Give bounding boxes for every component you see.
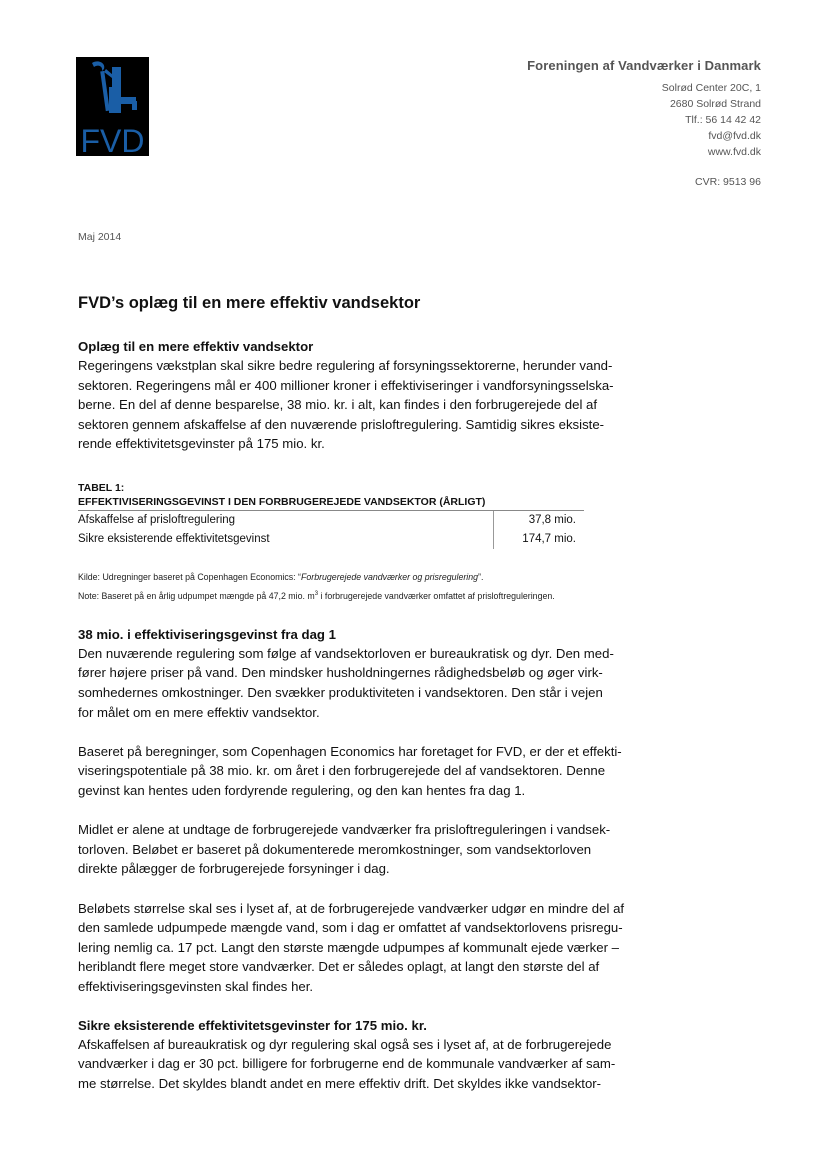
paragraph-line: fører højere priser på vand. Den mindsker husholdningernes rådighedsbeløb og øger virk- — [78, 665, 603, 681]
intro-line: sektoren gennem afskaffelse af den nuværende prisloftregulering. Samtidig sikres eksiste- — [78, 416, 605, 432]
table-notes — [78, 569, 678, 605]
org-cvr: CVR: 9513 96 — [695, 176, 761, 188]
volume-note — [78, 586, 678, 605]
source-note — [78, 569, 678, 586]
paragraph-line: den samlede udpumpede mængde vand, som i dag er omfattet af vandsektorlovens prisregu- — [78, 920, 623, 936]
paragraph-line: direkte pålægger de forbrugerejede forsyninger i dag. — [78, 861, 390, 877]
paragraph-line: lering nemlig ca. 17 pct. Langt den største mængde udpumpes af kommunalt ejede værker – — [78, 939, 619, 955]
document-date: Maj 2014 — [78, 231, 122, 243]
org-address-block — [527, 58, 761, 188]
intro-section — [78, 337, 648, 454]
table-1 — [78, 481, 584, 549]
intro-line: sektoren. Regeringens mål er 400 millioner kroner i effektiviseringer i vandforsyningsselska- — [78, 377, 614, 393]
fvd-logo — [76, 57, 149, 156]
source-prefix: Kilde: Udregninger baseret på Copenhagen Economics: “ — [78, 571, 301, 582]
table-row — [78, 511, 584, 530]
section-38-mio — [78, 625, 648, 997]
table-title: EFFEKTIVISERINGSGEVINST I DEN FORBRUGEREJEDE VANDSEKTOR (ÅRLIGT) — [78, 495, 584, 511]
paragraph-line: vandværker i dag er 30 pct. billigere for forbrugerne end de kommunale vandværker af sam- — [78, 1056, 616, 1072]
paragraph-line: Baseret på beregninger, som Copenhagen Economics har foretaget for FVD, er der et effekti- — [78, 743, 622, 759]
paragraph-line: me størrelse. Det skyldes blandt andet en mere effektiv drift. Det skyldes ikke vandsektor- — [78, 1075, 602, 1091]
table-row-value: 174,7 mio. — [494, 530, 585, 549]
intro-line: Regeringens vækstplan skal sikre bedre regulering af forsyningssektorerne, herunder vand- — [78, 358, 613, 373]
document-body — [78, 290, 648, 1093]
document-title: FVD’s oplæg til en mere effektiv vandsektor — [78, 294, 421, 312]
table-row — [78, 530, 584, 549]
paragraph-line: somhedernes omkostninger. Den svækker produktiviteten i vandsektoren. Den står i vejen — [78, 685, 603, 701]
section-175-mio — [78, 1016, 648, 1094]
source-suffix: ”. — [478, 571, 484, 582]
source-title: Forbrugerejede vandværker og prisregulering — [301, 571, 479, 582]
paragraph-line: torloven. Beløbet er baseret på dokumenterede meromkostninger, som vandsektorloven — [78, 841, 592, 857]
logo-text: FVD — [80, 123, 145, 156]
intro-line: rende effektivitetsgevinster på 175 mio. kr. — [78, 436, 325, 452]
table-label: TABEL 1: — [78, 481, 125, 494]
paragraph-line: effektiviseringsgevinsten skal findes her. — [78, 978, 314, 994]
paragraph-line: Beløbets størrelse skal ses i lyset af, at de forbrugerejede vandværker udgør en mindre del af — [78, 900, 625, 916]
org-name: Foreningen af Vandværker i Danmark — [527, 58, 761, 73]
org-email[interactable]: fvd@fvd.dk — [708, 130, 761, 142]
table-row-label: Sikre eksisterende effektivitetsgevinst — [78, 532, 270, 545]
note-suffix: i forbrugerejede vandværker omfattet af prisloftreguleringen. — [318, 590, 555, 601]
paragraph-line: Afskaffelsen af bureaukratisk og dyr regulering skal også ses i lyset af, at de forbrugerejede — [78, 1036, 612, 1052]
org-phone: Tlf.: 56 14 42 42 — [685, 114, 761, 126]
paragraph-line: heriblandt flere meget store vandværker. Det er således oplagt, at langt den største del af — [78, 959, 600, 975]
section1-heading: 38 mio. i effektiviseringsgevinst fra dag 1 — [78, 626, 336, 642]
org-postal-line: 2680 Solrød Strand — [669, 98, 761, 110]
paragraph-line: viseringspotentiale på 38 mio. kr. om året i den forbrugerejede del af vandsektoren. Denne — [78, 763, 606, 779]
section2-heading: Sikre eksisterende effektivitetsgevinster for 175 mio. kr. — [78, 1017, 427, 1033]
table-row-value: 37,8 mio. — [494, 511, 585, 530]
paragraph-line: gevinst kan hentes uden fordyrende regulering, og den kan hentes fra dag 1. — [78, 783, 526, 799]
note-superscript: 3 — [314, 590, 319, 597]
gains-table — [78, 511, 584, 549]
paragraph-line: for målet om en mere effektiv vandsektor. — [78, 704, 320, 720]
paragraph-line: Midlet er alene at undtage de forbrugerejede vandværker fra prisloftreguleringen i vandsek- — [78, 822, 611, 838]
paragraph-line: Den nuværende regulering som følge af vandsektorloven er bureaukratisk og dyr. Den med- — [78, 645, 614, 661]
org-address-line: Solrød Center 20C, 1 — [661, 82, 761, 94]
water-pump-logo-icon — [76, 57, 149, 156]
note-prefix: Note: Baseret på en årlig udpumpet mængde på 47,2 mio. m — [78, 590, 315, 601]
org-website[interactable]: www.fvd.dk — [707, 146, 761, 158]
table-row-label: Afskaffelse af prisloftregulering — [78, 513, 236, 526]
intro-heading: Oplæg til en mere effektiv vandsektor — [78, 339, 314, 354]
intro-line: berne. En del af denne besparelse, 38 mio. kr. i alt, kan findes i den forbrugerejede del af — [78, 397, 598, 413]
